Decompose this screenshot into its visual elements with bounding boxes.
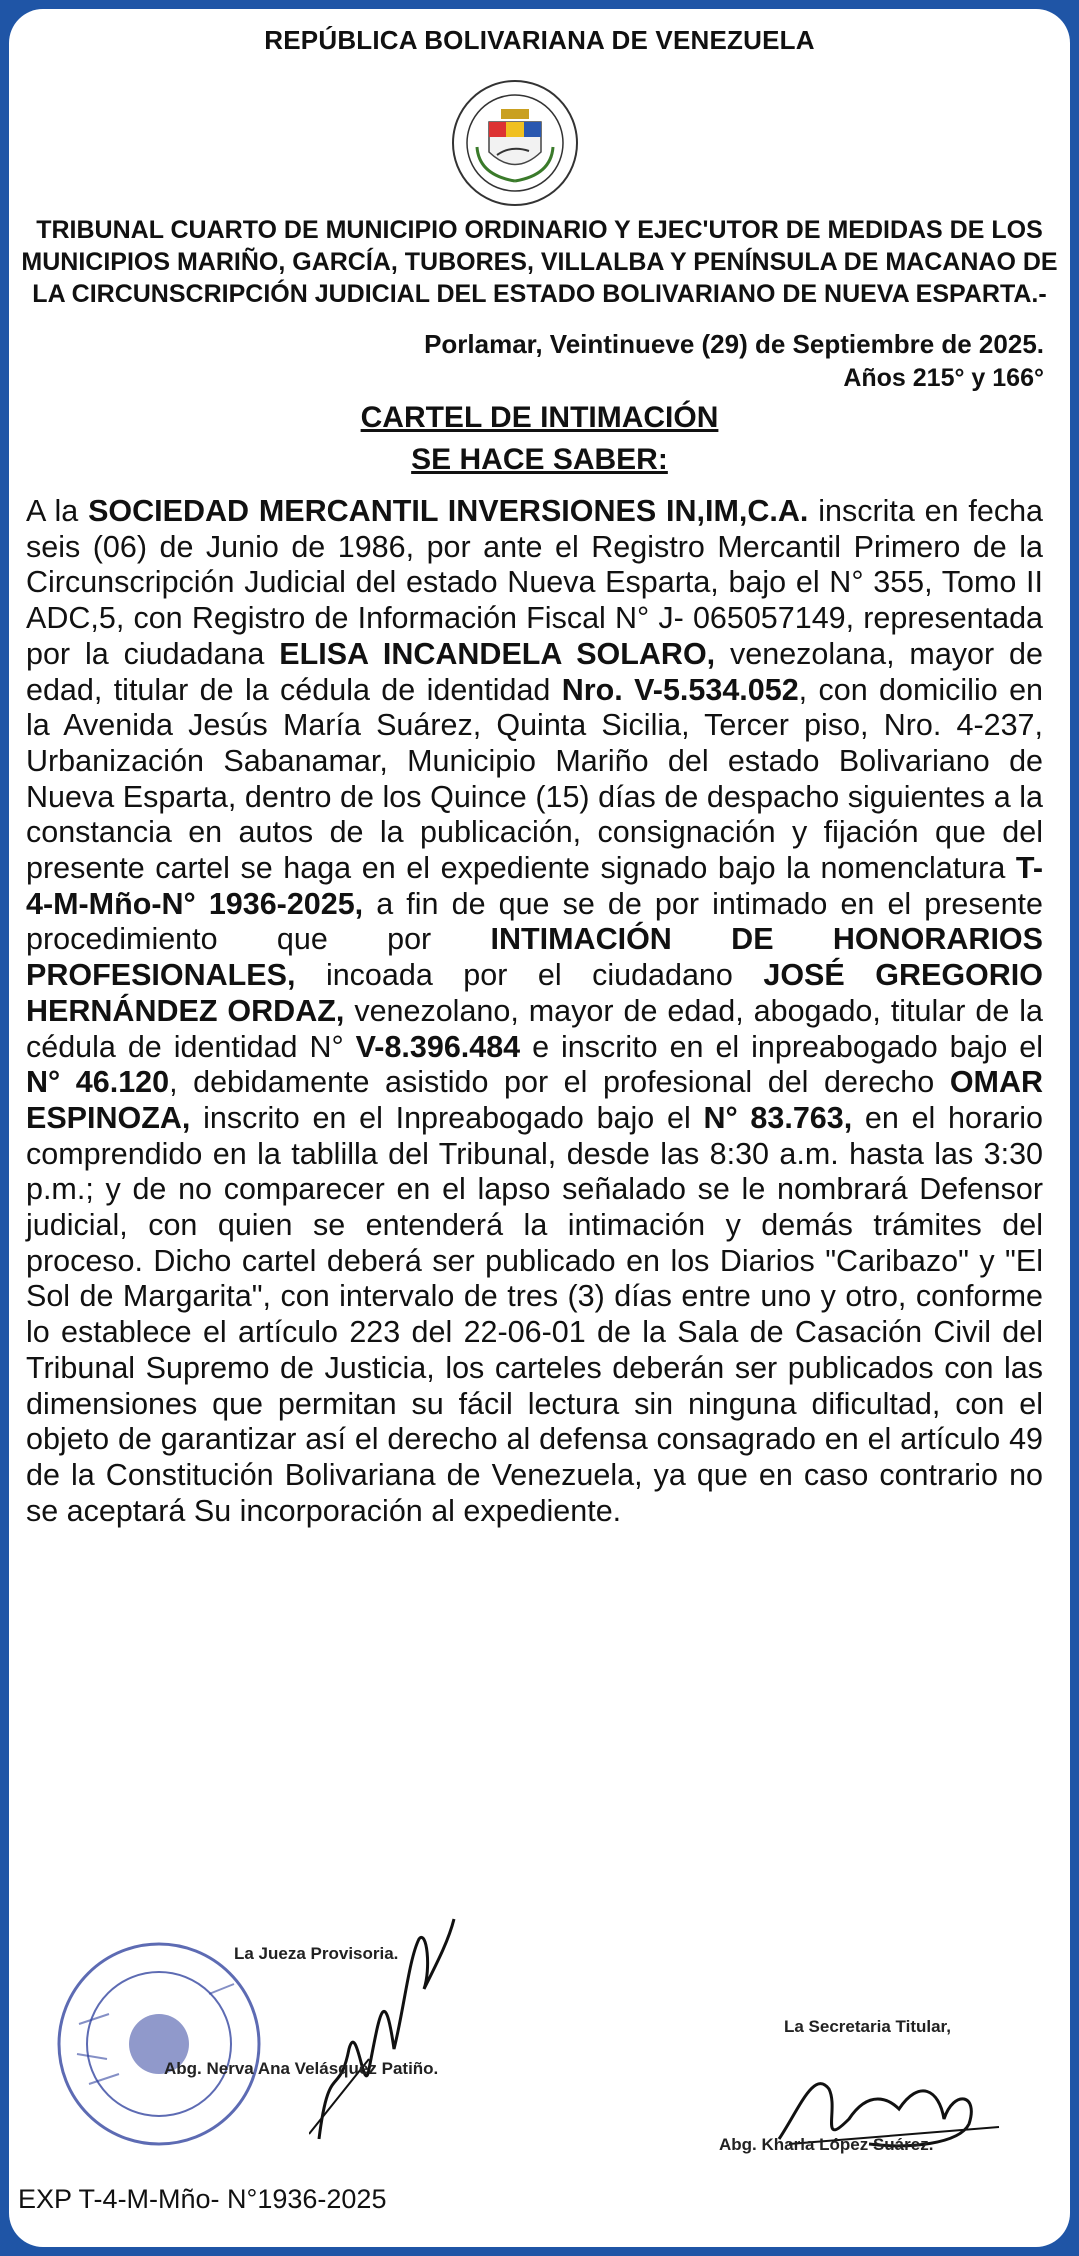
body-text: venezolano, mayor de edad, abogado, titular de la cédula de identidad N°: [26, 993, 1044, 1064]
body-text: inscrito en el Inpreabogado bajo el: [190, 1100, 704, 1135]
court-heading: TRIBUNAL CUARTO DE MUNICIPIO ORDINARIO Y EJEC'UTOR DE MEDIDAS DE LOS MUNICIPIOS MARIÑO, GARCÍA, TUBORES, VILLALBA Y PENÍNSULA DE MACANAO DE LA CIRCUNSCRIPCIÓN JUDICIAL DEL ESTADO BOLIVARIANO DE NUEVA ESPARTA.-: [21, 216, 1058, 308]
body-text: incoada por el ciudadano: [295, 958, 764, 993]
case-file-number: EXP T-4-M-Mño- N°1936-2025: [18, 2184, 387, 2214]
body-text: , con domicilio en la Avenida Jesús María Suárez, Quinta Sicilia, Tercer piso, Nro. 4-237, Urbanización Sabanamar, Municipio Mariño del estado Bolivariano de Nueva Esparta, dentro de los Quince (15) días de despacho siguientes a la constancia en autos de la publicación, consignación y fijación que del presente cartel se haga en el expediente signado bajo la nomenclatura: [26, 672, 1043, 886]
body-text: , debidamente asistido por el profesional del derecho: [169, 1065, 950, 1100]
court-stamp-icon: [49, 1934, 269, 2154]
body-bold: ELISA INCANDELA SOLARO,: [279, 636, 716, 671]
body-text: A la: [26, 494, 89, 528]
notice-subtitle: SE HACE SABER:: [411, 443, 668, 476]
body-bold: V-8.396.484: [355, 1029, 521, 1064]
coat-of-arms-seal-icon: [449, 77, 581, 209]
body-bold: Nro. V-5.534.052: [561, 672, 799, 707]
body-text: venezolana, mayor de edad, titular de la cédula de identidad: [26, 636, 1043, 707]
country-heading: REPÚBLICA BOLIVARIANA DE VENEZUELA: [264, 25, 815, 55]
body-bold: N° 83.763,: [703, 1100, 853, 1135]
body-bold: OMAR ESPINOZA,: [26, 1065, 1043, 1135]
body-text: en el horario comprendido en la tablilla del Tribunal, desde las 8:30 a.m. hasta las 3:30 p.m.; y de no comparecer en el lapso señalado se le nombrará Defensor judicial, con quien se entenderá la intimación y demás trámites del proceso. Dicho cartel deberá ser publicado en los Diarios "Caribazo" y "El Sol de Margarita", con intervalo de tres (3) días entre uno y otro, conforme lo establece el artículo 223 del 22-06-01 de la Sala de Casación Civil del Tribunal Supremo de Justicia, los carteles deberán ser publicados con las dimensiones que permitan su fácil lectura sin ninguna dificultad, con el objeto de garantizar así el derecho al defensa consagrado en el artículo 49 de la Constitución Bolivariana de Venezuela, ya que en caso contrario no se aceptará Su incorporación al expediente.: [26, 1100, 1043, 1528]
notice-title: CARTEL DE INTIMACIÓN: [360, 401, 719, 434]
years-line: Años 215° y 166°: [843, 364, 1044, 392]
body-bold: SOCIEDAD MERCANTIL INVERSIONES IN,IM,C.A.: [88, 494, 809, 528]
body-text: a fin de que se de por intimado en el presente procedimiento que por: [26, 886, 1043, 957]
body-bold: JOSÉ GREGORIO HERNÁNDEZ ORDAZ,: [26, 958, 1043, 1028]
body-bold: INTIMACIÓN DE HONORARIOS PROFESIONALES,: [26, 922, 1043, 993]
secretary-role: La Secretaria Titular,: [784, 2017, 951, 2036]
secretary-name: Abg. Kharla López Suárez.: [719, 2135, 934, 2154]
place-date: Porlamar, Veintinueve (29) de Septiembre de 2025.: [424, 329, 1044, 359]
judge-signature-icon: [309, 1899, 469, 2149]
body-bold: T-4-M-Mño-N° 1936-2025,: [26, 851, 1043, 921]
body-text: e inscrito en el inpreabogado bajo el: [520, 1029, 1044, 1064]
notice-frame: [9, 9, 1070, 2247]
judge-role: La Jueza Provisoria.: [234, 1944, 399, 1963]
notice-body: [26, 494, 1043, 1529]
body-bold: N° 46.120: [26, 1065, 170, 1100]
body-text: inscrita en fecha seis (06) de Junio de 1986, por ante el Registro Mercantil Primero de la Circunscripción Judicial del estado Nueva Esparta, bajo el N° 355, Tomo II ADC,5, con Registro de Información Fiscal N° J- 065057149, representada por la ciudadana: [26, 494, 1043, 671]
judge-name: Abg. Nerva Ana Velásquez Patiño.: [164, 2059, 439, 2078]
